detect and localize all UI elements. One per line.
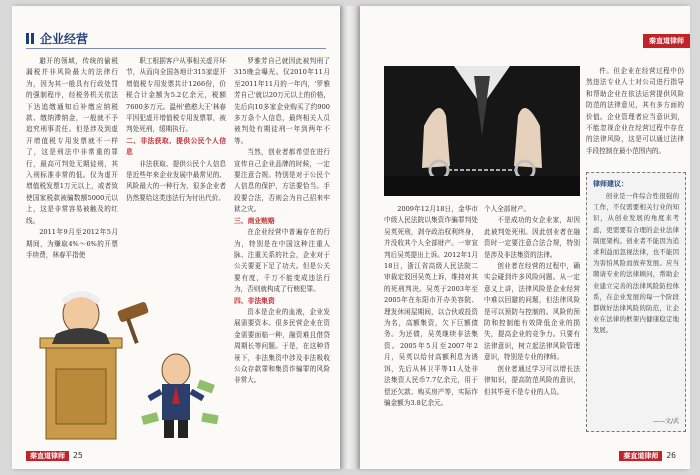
judge-cartoon-illustration <box>26 274 226 444</box>
header-badge: 秦直道律师 <box>643 34 690 48</box>
header-rule <box>26 48 326 49</box>
advice-body <box>593 191 679 337</box>
subhead-illegal-fundraising: 四、非法集资 <box>234 296 275 305</box>
left-page <box>12 6 340 469</box>
paragraph: 2009年12月18日，金华市中级人民法院以集资诈骗罪判处吴英死刑，剥夺政治权利终身，并没收其个人全部财产。一审宣判后吴英提出上诉。2012年1月18日，浙江省高级人民法院二审裁定驳回吴英上诉，维持对其的死刑判决。吴英于2003年至2005年在东阳市开办美容院、理发休闲屋期间，以合伙或投资为名，高额集资，欠下巨额债务。为还债，吴英继续非法集资。2005年5月至2007年2月，吴英以给付高额利息为诱饵，先后从林卫平等11人处非法集资人民币7.7亿余元，用于偿还欠款、购买房产等，实际诈骗金额为3.8亿余元。 <box>384 205 478 407</box>
right-footer <box>619 451 676 461</box>
paragraph: 当然，创业者都希望在进行宣传自己企业品牌的时候，一定要注意合规。特别是对于公民个人信息的保护，方法要恰当。手段要合法，否则会为自己招来牢狱之灾。 <box>234 148 330 214</box>
advice-signature: ——文/武 <box>652 418 679 425</box>
section-label <box>26 30 88 47</box>
advice-title: 律师建议： <box>593 180 628 188</box>
paragraph: 资本是企业的血液，企业发展需要资本。很多民营企业在资金需要面临一种，融资难且借贷周期长等问题。于是，在这种背景下，非法集资中涉及非法吸收公众存款罪和集资诈骗罪的风险非常大。 <box>234 307 330 385</box>
paragraph: 罗雅芳自己就因此被判刑了315晚会曝光。仅2010年11月至2011年11月的一年内，'罗雅芳自己'就以20万元以上的价格，先后向10多家企业购买了约900多万条个人信息，最终相关人员被判处有期徒刑一年到两年不等。 <box>234 57 330 145</box>
right-column-top <box>586 66 684 170</box>
section-bars-icon <box>26 33 36 47</box>
paragraph: 不是成功的女企业家，却因此被判处死刑。因此创业者在融资时一定要注意合法合规，特别是涉及非法集资的法律。 <box>484 216 580 259</box>
book-gutter <box>340 6 360 469</box>
paragraph: 个人全部财产。 <box>484 205 531 213</box>
paragraph: 创业者通过学习可以增长法律知识，提高防范风险的意识，但其毕竟不是专业的人员。 <box>484 364 580 396</box>
footer-brand: 秦直道律师 <box>619 451 662 461</box>
right-column-a <box>384 204 478 448</box>
lawyer-advice-box <box>586 172 686 432</box>
right-page <box>360 6 690 469</box>
paragraph: 2011年9月至2012年5月期间，为赚取4%～6%的开票手续费，林春平指使 <box>26 228 118 259</box>
left-footer <box>26 451 83 461</box>
handcuffed-hands-photo <box>384 66 580 196</box>
left-column-1 <box>26 56 118 274</box>
paragraph: 在企业经营中普遍存在的行为，特别是在中国这种注重人脉、注重关系的社会，企业对于公关要更下足了功夫。但是公关要有度，千万不能变成违法行为，否则就构成了行贿犯罪。 <box>234 228 330 294</box>
paragraph: 创业者在经营的过程中，确实会碰到许多风险问题。从一定意义上讲，法律风险是企业经营中难以回避的问题，但法律风险是可以预防与控制的。风险的预防和控制能有效降低企业的损失，提高企业的竞争力。只要有法律意识，树立起法律风险管理意识，特别是专业的律师。 <box>484 262 580 362</box>
paragraph: 创业是一件综合性很强的工作，不仅需要相关行业的知识，从创业发展的角度来考虑，更需要有合理的企业法律制度架构。创业者不能因为追求利益而忽视法律，也不能因为害怕风险而放弃发展。应当聘请专业的法律顾问，帮助企业建立完善的法律风险防控体系，在企业发展的每一个阶段都做好法律风险的防范，让企业在法律的框架内健康稳定地发展。 <box>593 192 679 335</box>
left-column-2 <box>126 56 226 274</box>
section-label-text: 企业经营 <box>40 32 89 46</box>
subhead-personal-info: 二、非法获取、提供公民个人信息 <box>126 136 226 157</box>
left-column-3 <box>234 56 330 448</box>
page-number: 26 <box>666 451 676 460</box>
paragraph: 件。但企业在经营过程中仍然违法专业人士对公司进行指导和帮助企业在依法运营提供风险防范的法律意见，其有多方面的价值。企业管理者应当意识到，不能忽视企业在经营过程中存在的法律风险，这是可以通过法律手段控制在最小范围内的。 <box>586 67 684 155</box>
paragraph: 避开的领域，传统的偷税漏税并非风险最大的法律行为，因为其一般具有行政处罚的强制程序，经税务机关依法下达追缴通知后补缴应纳税款、缴纳滞纳金，一般就不予追究刑事责任。但是涉及到虚开增值税专用发票就不一样了，这是刑法中非常重的罪行，最高可判处无期徒刑，其入刑标准非常的低。仅为虚开增值税发票1万元以上，或者致使国家税款被骗数额5000元以上，这是非常容易被触及的红线。 <box>26 57 118 225</box>
paragraph: 职工根据客户从事相关虚开环节，从而向全国各地计315家虚开增值税专用发票共计1266份，价税合计金额为5.2亿余元，税额7600多万元。温州'憨憨大王'林春平因犯虚开增值税专用发票罪，被判处死刑，缓期执行。 <box>126 57 226 134</box>
page-number: 25 <box>73 451 83 460</box>
subhead-bribery: 三、商业贿赂 <box>234 216 275 225</box>
paragraph: 非法获取、提供公民个人信息是近些年来企业发展中最常见的、风险最大的一种行为，很多企业者仍然要给这类违法行为付出代价。 <box>126 159 226 202</box>
footer-brand: 秦直道律师 <box>26 451 69 461</box>
right-column-b <box>484 204 580 448</box>
